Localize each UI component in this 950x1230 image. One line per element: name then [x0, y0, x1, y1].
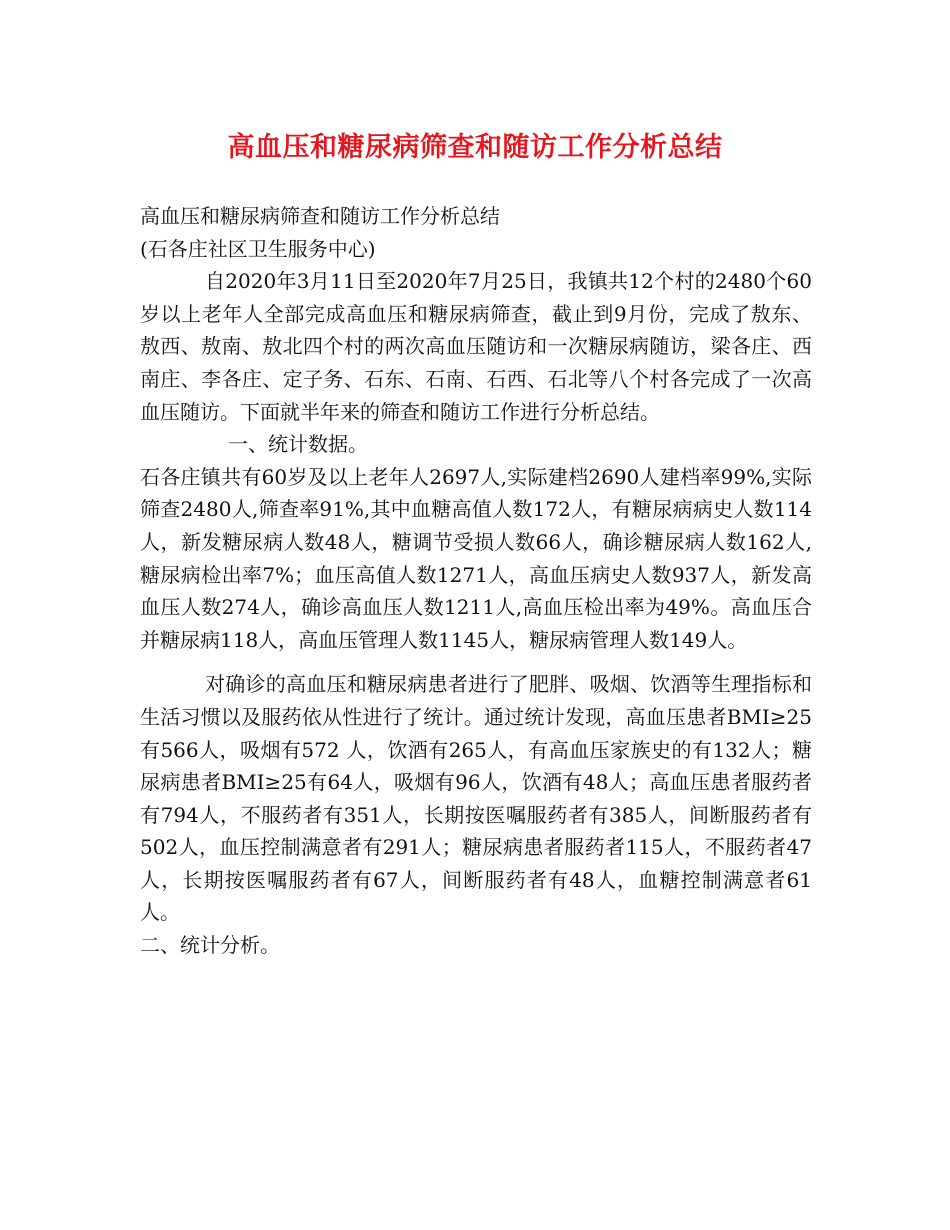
document-subtitle: 高血压和糖尿病筛查和随访工作分析总结 [140, 204, 500, 228]
statistics-paragraph: 石各庄镇共有60岁及以上老年人2697人,实际建档2690人建档率99%,实际筛查2480人,筛查率91%,其中血糖高值人数172人，有糖尿病病史人数114人，新发糖尿病人数48人，糖调节受损人数66人，确诊糖尿病人数162人,糖尿病检出率7%；血压高值人数1271人，高血压病史人数937人，新发高血压人数274人，确诊高血压人数1211人,高血压检出率为49%。高血压合并糖尿病118人，高血压管理人数1145人，糖尿病管理人数149人。 [140, 464, 812, 652]
lifestyle-paragraph: 对确诊的高血压和糖尿病患者进行了肥胖、吸烟、饮酒等生理指标和生活习惯以及服药依从性进行了统计。通过统计发现，高血压患者BMI≥25有566人，吸烟有572 人，饮酒有265人，有高血压家族史的有132人；糖尿病患者BMI≥25有64人，吸烟有96人，饮酒有48人；高血压患者服药者有794人，不服药者有351人，长期按医嘱服药者有385人，间断服药者有502人，血压控制满意者有291人；糖尿病患者服药者115人，不服药者47人，长期按医嘱服药者有67人，间断服药者有48人，血糖控制满意者61人。 [140, 672, 812, 925]
section-heading-analysis: 二、统计分析。 [140, 933, 280, 958]
paragraph-spacer [140, 656, 812, 668]
document-title: 高血压和糖尿病筛查和随访工作分析总结 [227, 132, 723, 163]
document-body [140, 200, 812, 962]
intro-paragraph: 自2020年3月11日至2020年7月25日，我镇共12个村的2480个60岁以上老年人全部完成高血压和糖尿病筛查，截止到9月份，完成了敖东、敖西、敖南、敖北四个村的两次高血压随访和一次糖尿病随访，梁各庄、西南庄、李各庄、定子务、石东、石南、石西、石北等八个村各完成了一次高血压随访。下面就半年来的筛查和随访工作进行分析总结。 [140, 269, 812, 424]
section-heading-statistics: 一、统计数据。 [228, 432, 368, 457]
organization-name: (石各庄社区卫生服务中心) [140, 236, 376, 261]
